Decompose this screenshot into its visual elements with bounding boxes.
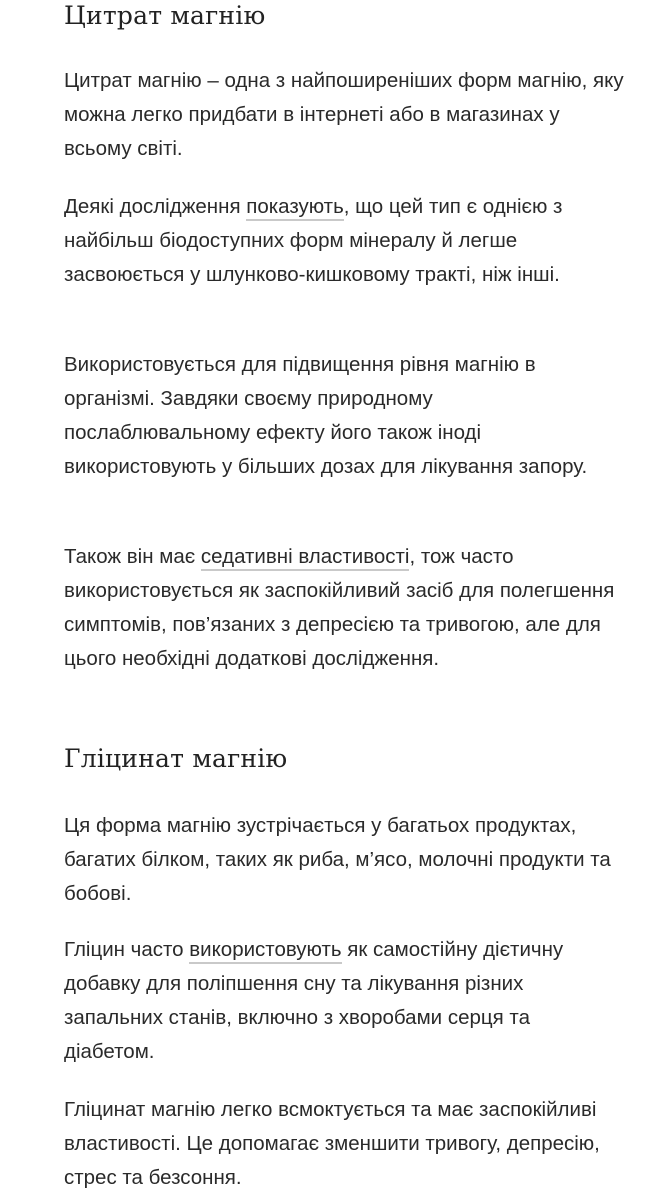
section-heading-citrate: Цитрат магнію: [64, 1, 266, 30]
link-used-as-supplement[interactable]: використовують: [189, 938, 341, 964]
paragraph-text: як самостійну дієтичну добавку для поліпшення сну та лікування різних запальних станів, включно з хворобами серця та діабетом.: [64, 938, 564, 1063]
paragraph-text: , що цей тип є однією з найбільш біодоступних форм мінералу й легше засвоюється у шлунково-кишковому тракті, ніж інші.: [64, 195, 563, 286]
paragraph-glycinate-calming: Гліцинат магнію легко всмоктується та має заспокійливі властивості. Це допомагає зменшити тривогу, депресію, стрес та безсоння.: [64, 1098, 600, 1189]
paragraph-glycinate-sources: Ця форма магнію зустрічається у багатьох продуктах, багатих білком, таких як риба, м’ясо, молочні продукти та бобові.: [64, 814, 611, 905]
paragraph-text: Деякі дослідження: [64, 195, 247, 218]
paragraph-glycinate-supplement: [64, 933, 624, 1069]
paragraph-text: Гліцин часто: [64, 938, 190, 961]
paragraph-citrate-usage: Використовується для підвищення рівня магнію в організмі. Завдяки своєму природному послаблювальному ефекту його також іноді використовують у більших дозах для лікування запору.: [64, 353, 588, 478]
paragraph-text: , тож часто використовується як заспокійливий засіб для полегшення симптомів, пов’язаних з депресією та тривогою, але для цього необхідні додаткові дослідження.: [64, 545, 615, 670]
paragraph-text: Також він має: [64, 545, 201, 568]
paragraph-citrate-sedative: [64, 540, 624, 676]
link-research-shows[interactable]: показують: [246, 195, 344, 221]
paragraph-citrate-intro: Цитрат магнію – одна з найпоширеніших форм магнію, яку можна легко придбати в інтернеті або в магазинах у всьому світі.: [64, 69, 624, 160]
paragraph-citrate-bioavailability: [64, 190, 624, 292]
section-heading-glycinate: Гліцинат магнію: [64, 744, 288, 773]
link-sedative-properties[interactable]: седативні властивості: [201, 545, 410, 571]
